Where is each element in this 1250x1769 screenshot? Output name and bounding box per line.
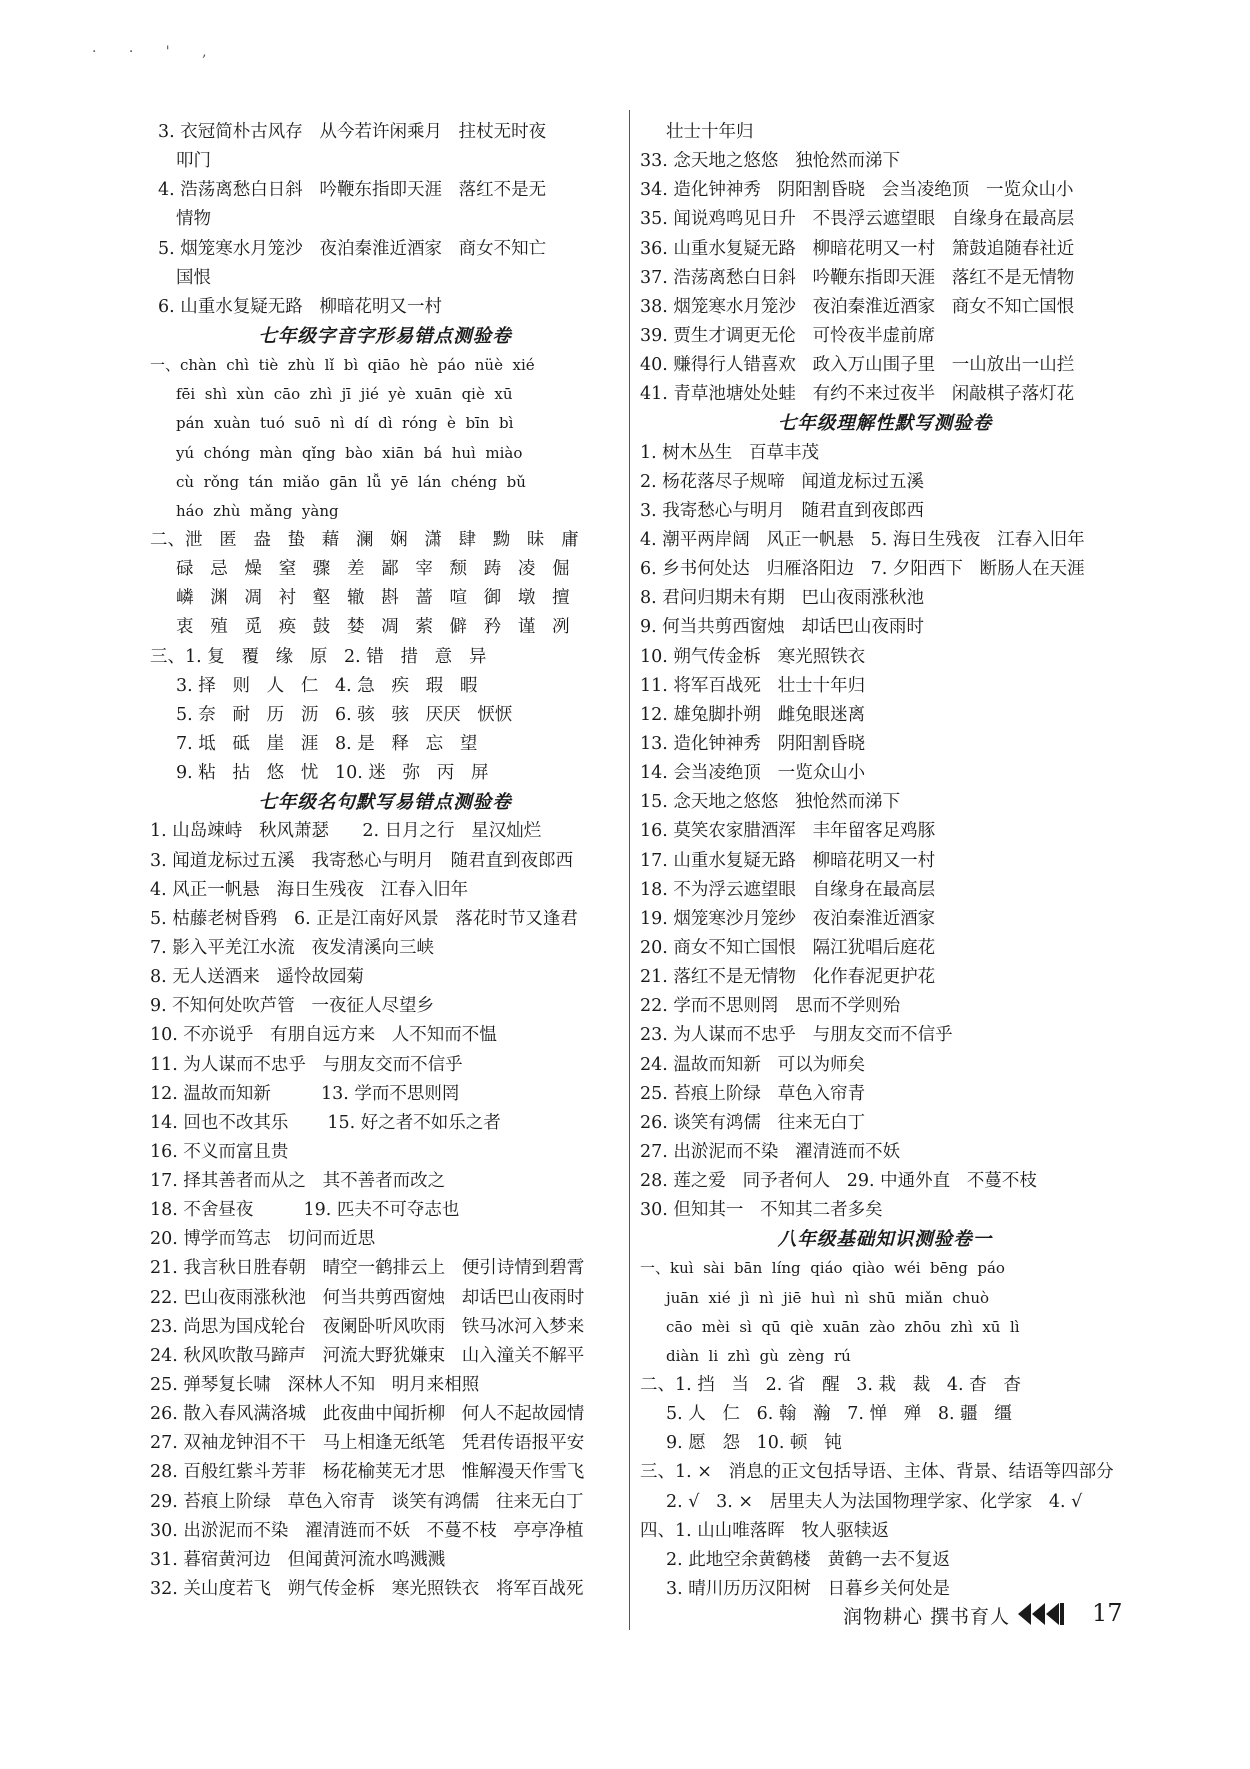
answer-line: 20. 商女不知亡国恨 隔江犹唱后庭花	[640, 937, 936, 958]
answer-line: 一、kuì sài bān líng qiáo qiào wéi bēng páo	[640, 1259, 1005, 1278]
answer-line: 20. 博学而笃志 切问而近思	[150, 1229, 376, 1250]
answer-line: 4. 浩荡离愁白日斜 吟鞭东指即天涯 落红不是无	[158, 180, 547, 201]
answer-line: yú chóng màn qǐng bào xiān bá huì miào	[176, 443, 523, 462]
answer-line: háo zhù mǎng yàng	[176, 501, 339, 520]
answer-line: 5. 人 仁 6. 翰 瀚 7. 惮 殚 8. 疆 缰	[666, 1404, 1012, 1425]
answer-line: 3. 择 则 人 仁 4. 急 疾 瑕 暇	[176, 675, 478, 696]
answer-line: 37. 浩荡离愁白日斜 吟鞭东指即天涯 落红不是无情物	[640, 267, 1075, 288]
answer-line: 5. 枯藤老树昏鸦 6. 正是江南好风景 落花时节又逢君	[150, 908, 578, 929]
answer-line: 17. 择其善者而从之 其不善者而改之	[150, 1171, 446, 1192]
answer-line: 1. 山岛竦峙 秋风萧瑟 2. 日月之行 星汉灿烂	[150, 821, 542, 842]
answer-line: 12. 雄兔脚扑朔 雌兔眼迷离	[640, 704, 866, 725]
answer-line: 7. 坻 砥 崖 涯 8. 是 释 忘 望	[176, 733, 478, 754]
right-column	[640, 118, 1130, 1604]
answer-line: 9. 不知何处吹芦管 一夜征人尽望乡	[150, 996, 434, 1017]
answer-line: 8. 君问归期未有期 巴山夜雨涨秋池	[640, 588, 924, 609]
answer-line: 衷 殖 觅 痪 鼓 婪 凋 萦 僻 矜 谨 冽	[176, 617, 570, 638]
answer-line: 5. 烟笼寒水月笼沙 夜泊秦淮近酒家 商女不知亡	[158, 238, 547, 259]
answer-line: 11. 将军百战死 壮士十年归	[640, 675, 866, 696]
answer-line: 34. 造化钟神秀 阴阳割昏晓 会当凌绝顶 一览众山小	[640, 180, 1074, 201]
answer-line: 8. 无人送酒来 遥怜故园菊	[150, 967, 364, 988]
answer-line: pán xuàn tuó suō nì dí dì róng è bīn bì	[176, 414, 514, 433]
answer-line: 3. 晴川历历汉阳树 日暮乡关何处是	[666, 1579, 950, 1600]
answer-line: 24. 温故而知新 可以为师矣	[640, 1054, 866, 1075]
answer-line: 14. 会当凌绝顶 一览众山小	[640, 763, 866, 784]
answer-line: 一、chàn chì tiè zhù lǐ bì qiāo hè páo nüè xié	[150, 356, 535, 375]
answer-line: 国恨	[176, 267, 211, 288]
answer-line: 二、1. 挡 当 2. 省 醒 3. 栽 裁 4. 杳 杳	[640, 1375, 1021, 1396]
page-number: 17	[1092, 1599, 1123, 1627]
answer-line: 6. 山重水复疑无路 柳暗花明又一村	[158, 296, 442, 317]
answer-line: 35. 闻说鸡鸣见日升 不畏浮云遮望眼 自缘身在最高层	[640, 209, 1075, 230]
section-title: 七年级字音字形易错点测验卷	[258, 325, 512, 347]
answer-line: 17. 山重水复疑无路 柳暗花明又一村	[640, 850, 936, 871]
answer-line: 19. 烟笼寒沙月笼纱 夜泊秦淮近酒家	[640, 908, 936, 929]
answer-line: 2. √ 3. × 居里夫人为法国物理学家、化学家 4. √	[666, 1491, 1083, 1512]
answer-line: 25. 苔痕上阶绿 草色入帘青	[640, 1083, 866, 1104]
answer-line: 情物	[176, 209, 211, 230]
answer-line: 15. 念天地之悠悠 独怆然而涕下	[640, 792, 901, 813]
section-title: 七年级名句默写易错点测验卷	[258, 792, 512, 814]
answer-line: 二、泄 匿 盎 蛰 藉 澜 娴 潇 肆 黝 昧 庸	[150, 529, 579, 550]
answer-line: 18. 不为浮云遮望眼 自缘身在最高层	[640, 879, 936, 900]
answer-line: 30. 但知其一 不知其二者多矣	[640, 1200, 883, 1221]
answer-line: 10. 朔气传金柝 寒光照铁衣	[640, 646, 866, 667]
answer-line: 壮士十年归	[666, 122, 754, 142]
answer-line: 16. 莫笑农家腊酒浑 丰年留客足鸡豚	[640, 821, 936, 842]
answer-line: 40. 赚得行人错喜欢 政入万山围子里 一山放出一山拦	[640, 355, 1075, 376]
answer-line: 25. 弹琴复长啸 深林人不知 明月来相照	[150, 1375, 480, 1396]
answer-line: 41. 青草池塘处处蛙 有约不来过夜半 闲敲棋子落灯花	[640, 384, 1075, 405]
answer-line: 1. 树木丛生 百草丰茂	[640, 442, 819, 463]
answer-line: 13. 造化钟神秀 阴阳割昏晓	[640, 733, 866, 754]
footer-slogan: 润物耕心 撰书育人	[843, 1606, 1011, 1628]
answer-line: 6. 乡书何处达 归雁洛阳边 7. 夕阳西下 断肠人在天涯	[640, 559, 1085, 580]
answer-line: 3. 闻道龙标过五溪 我寄愁心与明月 随君直到夜郎西	[150, 850, 574, 871]
corner-marks: · · ' ,	[92, 44, 221, 60]
answer-line: 28. 百般红紫斗芳菲 杨花榆荚无才思 惟解漫天作雪飞	[150, 1462, 585, 1483]
answer-line: 12. 温故而知新 13. 学而不思则罔	[150, 1083, 460, 1104]
answer-line: 3. 衣冠简朴古风存 从今若许闲乘月 拄杖无时夜	[158, 122, 547, 142]
answer-line: 3. 我寄愁心与明月 随君直到夜郎西	[640, 500, 924, 521]
answer-line: 11. 为人谋而不忠乎 与朋友交而不信乎	[150, 1054, 463, 1075]
answer-line: 14. 回也不改其乐 15. 好之者不如乐之者	[150, 1112, 501, 1133]
answer-line: 26. 谈笑有鸿儒 往来无白丁	[640, 1112, 866, 1133]
answer-line: 四、1. 山山唯落晖 牧人驱犊返	[640, 1520, 889, 1541]
answer-line: 9. 粘 拈 悠 忧 10. 迷 弥 丙 屏	[176, 763, 489, 784]
left-column	[150, 118, 620, 1604]
answer-line: 39. 贾生才调更无伦 可怜夜半虚前席	[640, 325, 936, 346]
answer-line: 22. 巴山夜雨涨秋池 何当共剪西窗烛 却话巴山夜雨时	[150, 1287, 585, 1308]
answer-line: 16. 不义而富且贵	[150, 1141, 289, 1162]
answer-line: 33. 念天地之悠悠 独怆然而涕下	[640, 151, 901, 172]
answer-line: 32. 关山度若飞 朔气传金柝 寒光照铁衣 将军百战死	[150, 1579, 584, 1600]
answer-line: 28. 莲之爱 同予者何人 29. 中通外直 不蔓不枝	[640, 1171, 1037, 1192]
answer-line: cāo mèi sì qū qiè xuān zào zhōu zhì xū lì	[666, 1317, 1020, 1336]
answer-line: 26. 散入春风满洛城 此夜曲中闻折柳 何人不起故园情	[150, 1404, 585, 1425]
answer-line: 叩门	[176, 151, 211, 172]
answer-line: 2. 此地空余黄鹤楼 黄鹤一去不复返	[666, 1549, 950, 1570]
section-title: 七年级理解性默写测验卷	[777, 413, 993, 435]
answer-line: juān xié jì nì jiē huì nì shū miǎn chuò	[666, 1288, 990, 1307]
answer-line: 22. 学而不思则罔 思而不学则殆	[640, 996, 901, 1017]
section-title: 八年级基础知识测验卷一	[777, 1229, 993, 1251]
answer-line: 38. 烟笼寒水月笼沙 夜泊秦淮近酒家 商女不知亡国恨	[640, 296, 1075, 317]
answer-line: 4. 潮平两岸阔 风正一帆悬 5. 海日生残夜 江春入旧年	[640, 529, 1085, 550]
footer-arrows-icon	[1018, 1601, 1080, 1627]
answer-line: 36. 山重水复疑无路 柳暗花明又一村 箫鼓追随春社近	[640, 238, 1075, 259]
answer-line: 10. 不亦说乎 有朋自远方来 人不知而不愠	[150, 1025, 497, 1046]
answer-line: fēi shì xùn cāo zhì jī jié yè xuān qiè xū	[176, 385, 513, 404]
answer-line: cù rǒng tán miǎo gān lǚ yē lán chéng bǔ	[176, 472, 526, 491]
answer-line: 23. 为人谋而不忠乎 与朋友交而不信乎	[640, 1025, 953, 1046]
answer-line: 9. 何当共剪西窗烛 却话巴山夜雨时	[640, 617, 924, 638]
answer-line: 18. 不舍昼夜 19. 匹夫不可夺志也	[150, 1200, 460, 1221]
answer-line: 31. 暮宿黄河边 但闻黄河流水鸣溅溅	[150, 1549, 446, 1570]
answer-line: 23. 尚思为国戍轮台 夜阑卧听风吹雨 铁马冰河入梦来	[150, 1316, 585, 1337]
answer-line: 2. 杨花落尽子规啼 闻道龙标过五溪	[640, 471, 924, 492]
answer-line: 27. 双袖龙钟泪不干 马上相逢无纸笔 凭君传语报平安	[150, 1433, 585, 1454]
answer-line: 30. 出淤泥而不染 濯清涟而不妖 不蔓不枝 亭亭净植	[150, 1520, 584, 1541]
answer-line: 21. 我言秋日胜春朝 晴空一鹤排云上 便引诗情到碧霄	[150, 1258, 585, 1279]
answer-line: 嶙 渊 凋 衬 壑 辙 斟 蔷 喧 御 墩 擅	[176, 588, 570, 609]
answer-line: 5. 奈 耐 历 沥 6. 骇 骇 厌厌 恹恹	[176, 704, 513, 725]
answer-line: 三、1. × 消息的正文包括导语、主体、背景、结语等四部分	[640, 1462, 1114, 1483]
answer-line: 9. 愿 怨 10. 顿 钝	[666, 1433, 842, 1454]
answer-line: diàn li zhì gù zèng rú	[666, 1346, 851, 1365]
answer-line: 29. 苔痕上阶绿 草色入帘青 谈笑有鸿儒 往来无白丁	[150, 1491, 584, 1512]
answer-line: 21. 落红不是无情物 化作春泥更护花	[640, 967, 936, 988]
answer-line: 4. 风正一帆悬 海日生残夜 江春入旧年	[150, 879, 469, 900]
answer-line: 27. 出淤泥而不染 濯清涟而不妖	[640, 1141, 901, 1162]
answer-line: 碌 忌 燥 窒 骤 差 鄙 宰 颓 踌 凌 倔	[176, 559, 570, 580]
answer-line: 24. 秋风吹散马蹄声 河流大野犹嫌束 山入潼关不解平	[150, 1345, 585, 1366]
answer-line: 7. 影入平羌江水流 夜发清溪向三峡	[150, 937, 434, 958]
answer-line: 三、1. 复 覆 缘 原 2. 错 措 意 异	[150, 646, 487, 667]
column-divider	[629, 110, 630, 1630]
